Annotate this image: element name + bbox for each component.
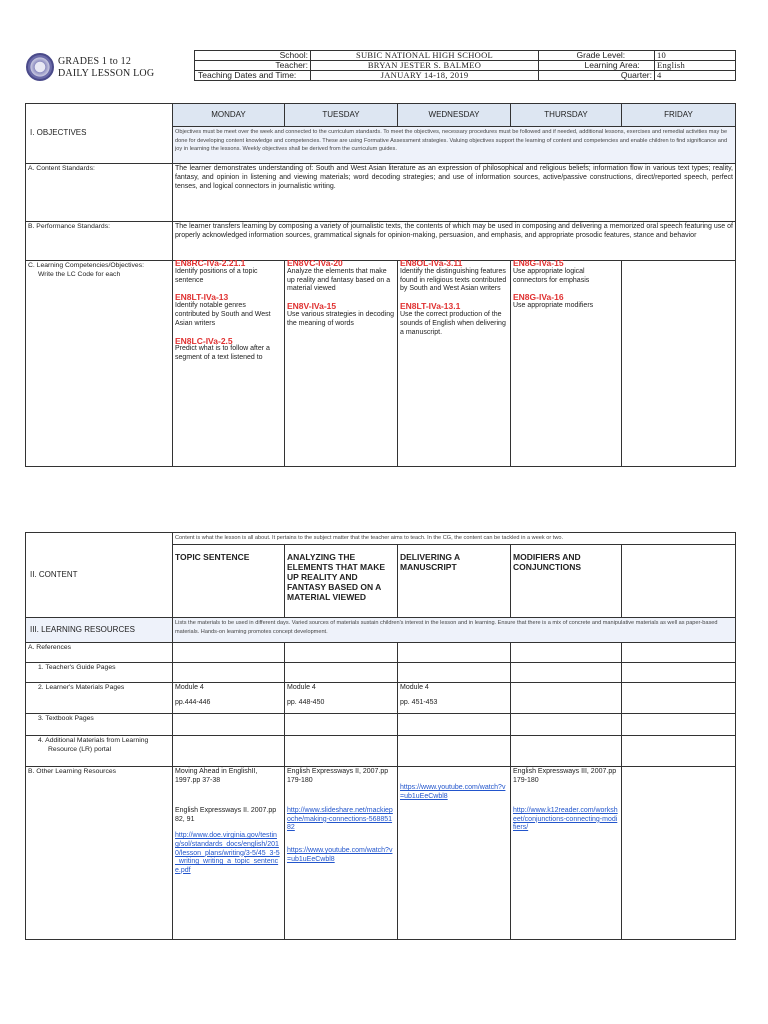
other-resources-label: B. Other Learning Resources: [26, 767, 173, 940]
other-resources-wednesday: [398, 767, 511, 940]
day-wednesday: WEDNESDAY: [398, 104, 511, 127]
objectives-table: [25, 103, 736, 467]
dates-value: JANUARY 14-18, 2019: [311, 71, 539, 81]
performance-standards-label: B. Performance Standards:: [26, 222, 173, 261]
content-standards-label: A. Content Standards:: [26, 164, 173, 222]
content-heading: II. CONTENT: [26, 533, 173, 618]
other-resources-tuesday: English Expressways II, 2007.pp 179-180 http://www.slideshare.net/mackiepoche/making-connections-56885182 https://www.youtube.com/watch?v=ub1uEeCwbl8: [285, 767, 398, 940]
day-thursday: THURSDAY: [511, 104, 622, 127]
additional-materials-label: 4. Additional Materials from Learning Resource (LR) portal: [26, 736, 173, 767]
textbook-label: 3. Textbook Pages: [26, 714, 173, 736]
deped-seal-icon: [26, 53, 54, 81]
grade-level-value: 10: [655, 51, 736, 61]
content-monday: TOPIC SENTENCE: [173, 545, 285, 618]
content-standards-text: The learner demonstrates understanding of: South and West Asian literature as an expression of philosophical and religious beliefs; information flow in various text types; reality, fantasy, and opinion in listening and viewing materials; word decoding strategies; and use of information sources, active/passive constructions, direct/reported speech, perfect tenses, and logical connectors in journalistic writing.: [173, 164, 736, 222]
other-resources-monday: Moving Ahead in EnglishII, 1997.pp 37-38 English Expressways II. 2007.pp 82, 91 http://www.doe.virginia.gov/testing/sol/standards_docs/english/2010/lesson_plans/writing/3-5/45_3-5_writing_writing_a_topic_sentence.pdf: [173, 767, 285, 940]
performance-standards-text: The learner transfers learning by composing a variety of journalistic texts, the contents of which may be used in composing and delivering a memorized oral speech featuring use of properly acknowledged information sources, grammatical signals for opinion-making, persuasion, and emphasis, and appropriate prosodic features, stance and behavior: [173, 222, 736, 261]
competencies-wednesday: EN8OL-IVa-3.11 Identify the distinguishing features found in religious texts contributed by South and West Asian writers EN8LT-IVa-13.1 Use the correct production of the sounds of English when delivering a manuscript.: [398, 261, 511, 467]
teacher-label: Teacher:: [195, 61, 311, 71]
day-monday: MONDAY: [173, 104, 285, 127]
objectives-note: Objectives must be meet over the week and connected to the curriculum standards. To meet the objectives, necessary procedures must be followed and if needed, additional lessons, exercises and remedial activities may be done for developing content knowledge and competencies. These are using Formative Assessment strategies. Valuing objectives support the learning of content and competencies and enable children to find significance and joy in learning the lessons. Weekly objectives shall be derived from the curriculum guides.: [173, 127, 736, 164]
teachers-guide-label: 1. Teacher's Guide Pages: [26, 663, 173, 683]
learning-area-value: English: [655, 61, 736, 71]
youtube-link-tuesday[interactable]: https://www.youtube.com/watch?v=ub1uEeCwbl8: [287, 846, 393, 863]
dates-label: Teaching Dates and Time:: [195, 71, 311, 81]
competencies-tuesday: EN8VC-IVa-20 Analyze the elements that make up reality and fantasy based on a material viewed EN8V-IVa-15 Use various strategies in decoding the meaning of words: [285, 261, 398, 467]
objectives-heading: I. OBJECTIVES: [26, 104, 173, 164]
competencies-thursday: EN8G-IVa-15 Use appropriate logical connectors for emphasis EN8G-IVa-16 Use appropriate modifiers: [511, 261, 622, 467]
content-wednesday: DELIVERING A MANUSCRIPT: [398, 545, 511, 618]
day-tuesday: TUESDAY: [285, 104, 398, 127]
learners-wednesday: Module 4 pp. 451-453: [398, 683, 511, 714]
header-table: [194, 50, 736, 81]
quarter-value: 4: [655, 71, 736, 81]
learners-materials-label: 2. Learner's Materials Pages: [26, 683, 173, 714]
learning-area-label: Learning Area:: [617, 61, 655, 71]
competencies-monday: EN8RC-IVa-2.21.1 Identify positions of a topic sentence EN8LT-IVa-13 Identify notable genres contributed by South and West Asian writers EN8LC-IVa-2.5 Predict what is to follow after a segment of a text listened to: [173, 261, 285, 467]
log-title: DAILY LESSON LOG: [58, 68, 155, 79]
grades-title: GRADES 1 to 12: [58, 56, 132, 67]
school-value: SUBIC NATIONAL HIGH SCHOOL: [311, 51, 539, 61]
day-friday: FRIDAY: [622, 104, 736, 127]
virginia-link[interactable]: http://www.doe.virginia.gov/testing/sol/standards_docs/english/2010/lesson_plans/writing/3-5/45_3-5_writing_writing_a_topic_sentence.pdf: [175, 832, 280, 874]
content-thursday: MODIFIERS AND CONJUNCTIONS: [511, 545, 622, 618]
competencies-friday: [622, 261, 736, 467]
quarter-label: Quarter:: [617, 71, 655, 81]
content-resources-table: [25, 532, 736, 940]
competencies-label: C. Learning Competencies/Objectives: Write the LC Code for each: [26, 261, 173, 467]
school-label: School:: [195, 51, 311, 61]
learners-tuesday: Module 4 pp. 448-450: [285, 683, 398, 714]
slideshare-link[interactable]: http://www.slideshare.net/mackiepoche/making-connections-56885182: [287, 807, 393, 832]
resources-note: Lists the materials to be used in different days. Varied sources of materials sustain children's interest in the lesson and in learning. Ensure that there is a mix of concrete and manipulative materials as well as paper-based materials. Hands-on learning promotes concept development.: [173, 618, 736, 643]
content-tuesday: ANALYZING THE ELEMENTS THAT MAKE UP REALITY AND FANTASY BASED ON A MATERIAL VIEWED: [285, 545, 398, 618]
content-note: Content is what the lesson is all about. It pertains to the subject matter that the teacher aims to teach. In the CG, the content can be tackled in a week or two.: [173, 533, 736, 545]
learners-monday: Module 4 pp.444-446: [173, 683, 285, 714]
resources-heading: III. LEARNING RESOURCES: [26, 618, 173, 643]
grade-level-label: Grade Level:: [617, 51, 655, 61]
youtube-link-wednesday[interactable]: https://www.youtube.com/watch?v=ub1uEeCwbl8: [400, 784, 506, 800]
content-friday: [622, 545, 736, 618]
k12reader-link[interactable]: http://www.k12reader.com/worksheet/conjunctions-connecting-modifiers/: [513, 807, 618, 832]
references-label: A. References: [26, 643, 173, 663]
other-resources-thursday: English Expressways III, 2007.pp 179-180 http://www.k12reader.com/worksheet/conjunctions-connecting-modifiers/: [511, 767, 622, 940]
other-resources-friday: [622, 767, 736, 940]
teacher-value: BRYAN JESTER S. BALMEO: [311, 61, 539, 71]
